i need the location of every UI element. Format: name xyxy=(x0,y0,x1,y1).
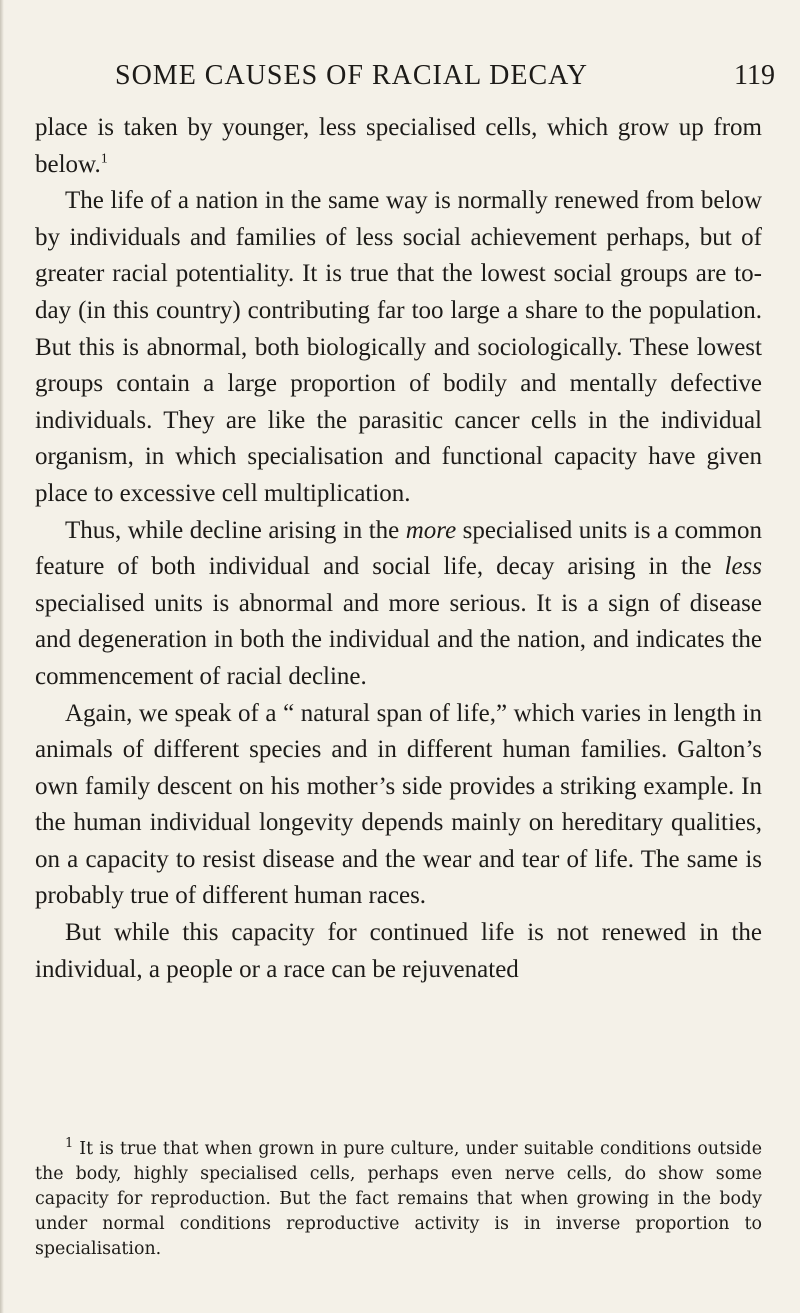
page-number: 119 xyxy=(734,60,775,91)
emphasis-more: more xyxy=(405,516,457,544)
paragraph-2 xyxy=(35,183,762,512)
body-text xyxy=(35,110,762,988)
footnote-reference: 1 xyxy=(100,151,108,167)
footnote-mark: 1 xyxy=(65,1136,74,1152)
footnotes xyxy=(35,1137,762,1262)
paragraph-5 xyxy=(35,915,762,988)
paragraph-1 xyxy=(35,110,762,183)
footnote-1 xyxy=(35,1137,762,1262)
paragraph-4-text: Again, we speak of a “ natural span of life,” which varies in length in animals of different species and in different human families. Galton’s own family descent on his mother’s side provides a striking example. In the human individual longevity depends mainly on hereditary qualities, on a capacity to resist disease and the wear and tear of life. The same is probably true of different human races. xyxy=(35,699,762,910)
paragraph-3 xyxy=(35,513,762,696)
paragraph-4 xyxy=(35,696,762,916)
footnote-text: It is true that when grown in pure culture, under suitable conditions outside the body, highly specialised cells, perhaps even nerve cells, do show some capacity for reproduction. But the fact remains that when growing in the body under normal conditions reproductive activity is in inverse proportion to specialisation. xyxy=(35,1139,762,1259)
paragraph-3-text-c: specialised units is abnormal and more serious. It is a sign of disease and degeneration in both the individual and the nation, and indicates the commencement of racial decline. xyxy=(35,589,762,690)
running-title: SOME CAUSES OF RACIAL DECAY xyxy=(115,60,589,91)
paragraph-3-text-a: Thus, while decline arising in the xyxy=(65,516,406,544)
paragraph-5-text: But while this capacity for continued life is not renewed in the individual, a people or a race can be rejuvenated xyxy=(35,919,762,983)
running-header xyxy=(115,60,775,100)
paragraph-3-text-b: specialised units is a common feature of both individual and social life, decay arising in the xyxy=(35,516,762,581)
page-edge-shadow xyxy=(0,0,4,1313)
paragraph-2-text: The life of a nation in the same way is normally renewed from below by individuals and families of less social achievement perhaps, but of greater racial potentiality. It is true that the lowest social groups are to-day (in this country) contributing far too large a share to the population. But this is abnormal, both biologically and sociologically. These lowest groups contain a large proportion of bodily and mentally defective individuals. They are like the parasitic cancer cells in the individual organism, in which specialisation and functional capacity have given place to excessive cell multiplication. xyxy=(35,187,762,507)
paragraph-1-text: place is taken by younger, less specialised cells, which grow up from below. xyxy=(35,114,762,178)
emphasis-less: less xyxy=(724,553,762,581)
